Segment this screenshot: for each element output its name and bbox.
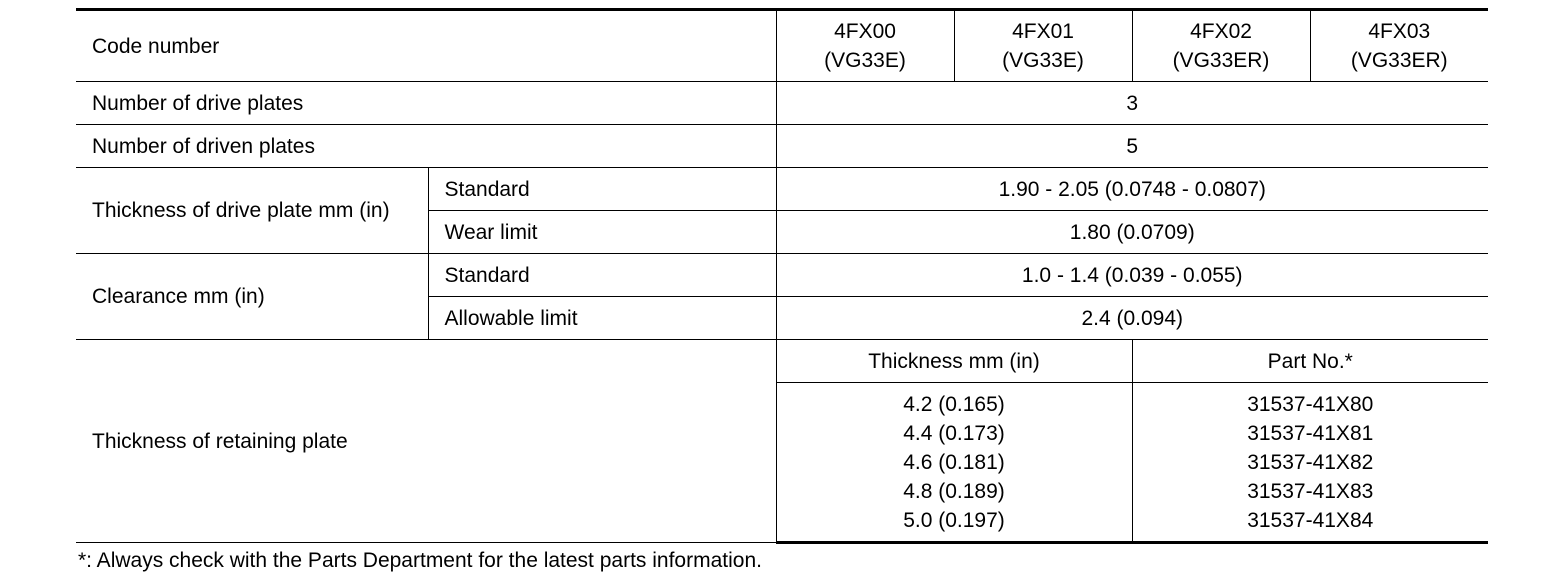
drive-plates-value: 3	[776, 82, 1488, 125]
list-item: 31537-41X82	[1247, 450, 1374, 474]
thickness-list	[776, 383, 1132, 543]
engine-value: (VG33E)	[824, 49, 906, 72]
clearance-limit-value: 2.4 (0.094)	[776, 297, 1488, 340]
engine-value: (VG33ER)	[1172, 49, 1270, 72]
list-item: 4.8 (0.189)	[903, 479, 1005, 503]
code-value: 4FX01	[1012, 20, 1074, 43]
drive-plate-limit-value: 1.80 (0.0709)	[776, 211, 1488, 254]
engine-value: (VG33ER)	[1350, 49, 1448, 72]
driven-plates-value: 5	[776, 125, 1488, 168]
thickness-header: Thickness mm (in)	[776, 340, 1132, 383]
retaining-plate-label: Thickness of retaining plate	[76, 340, 776, 543]
list-item: 5.0 (0.197)	[903, 508, 1005, 532]
drive-plate-limit-label: Wear limit	[428, 211, 776, 254]
clearance-standard-row	[76, 254, 1488, 297]
code-number-label: Code number	[76, 10, 776, 82]
list-item: 31537-41X80	[1247, 392, 1374, 416]
code-value: 4FX03	[1368, 20, 1431, 43]
engine-value: (VG33E)	[1002, 49, 1084, 72]
driven-plates-label: Number of driven plates	[76, 125, 776, 168]
code-4fx02	[1132, 10, 1310, 82]
code-4fx00	[776, 10, 954, 82]
retaining-plate-header-row	[76, 340, 1488, 383]
list-item: 4.2 (0.165)	[903, 392, 1005, 416]
drive-plate-standard-label: Standard	[428, 168, 776, 211]
clearance-label: Clearance mm (in)	[76, 254, 428, 340]
code-4fx01	[954, 10, 1132, 82]
clutch-spec-table	[76, 8, 1488, 544]
code-value: 4FX02	[1190, 20, 1252, 43]
list-item: 31537-41X84	[1247, 508, 1374, 532]
list-item: 31537-41X81	[1247, 421, 1374, 445]
part-number-list	[1132, 383, 1488, 543]
clearance-standard-value: 1.0 - 1.4 (0.039 - 0.055)	[776, 254, 1488, 297]
drive-plate-thickness-standard-row	[76, 168, 1488, 211]
code-4fx03	[1310, 10, 1488, 82]
drive-plates-row	[76, 82, 1488, 125]
clearance-limit-label: Allowable limit	[428, 297, 776, 340]
footnote: *: Always check with the Parts Department for the latest parts information.	[78, 549, 762, 572]
list-item: 4.4 (0.173)	[903, 421, 1005, 445]
list-item: 31537-41X83	[1247, 479, 1374, 503]
code-number-row	[76, 10, 1488, 82]
code-value: 4FX00	[834, 20, 896, 43]
list-item: 4.6 (0.181)	[903, 450, 1005, 474]
driven-plates-row	[76, 125, 1488, 168]
drive-plate-thickness-label: Thickness of drive plate mm (in)	[76, 168, 428, 254]
clearance-standard-label: Standard	[428, 254, 776, 297]
part-number-header: Part No.*	[1132, 340, 1488, 383]
drive-plates-label: Number of drive plates	[76, 82, 776, 125]
drive-plate-standard-value: 1.90 - 2.05 (0.0748 - 0.0807)	[776, 168, 1488, 211]
